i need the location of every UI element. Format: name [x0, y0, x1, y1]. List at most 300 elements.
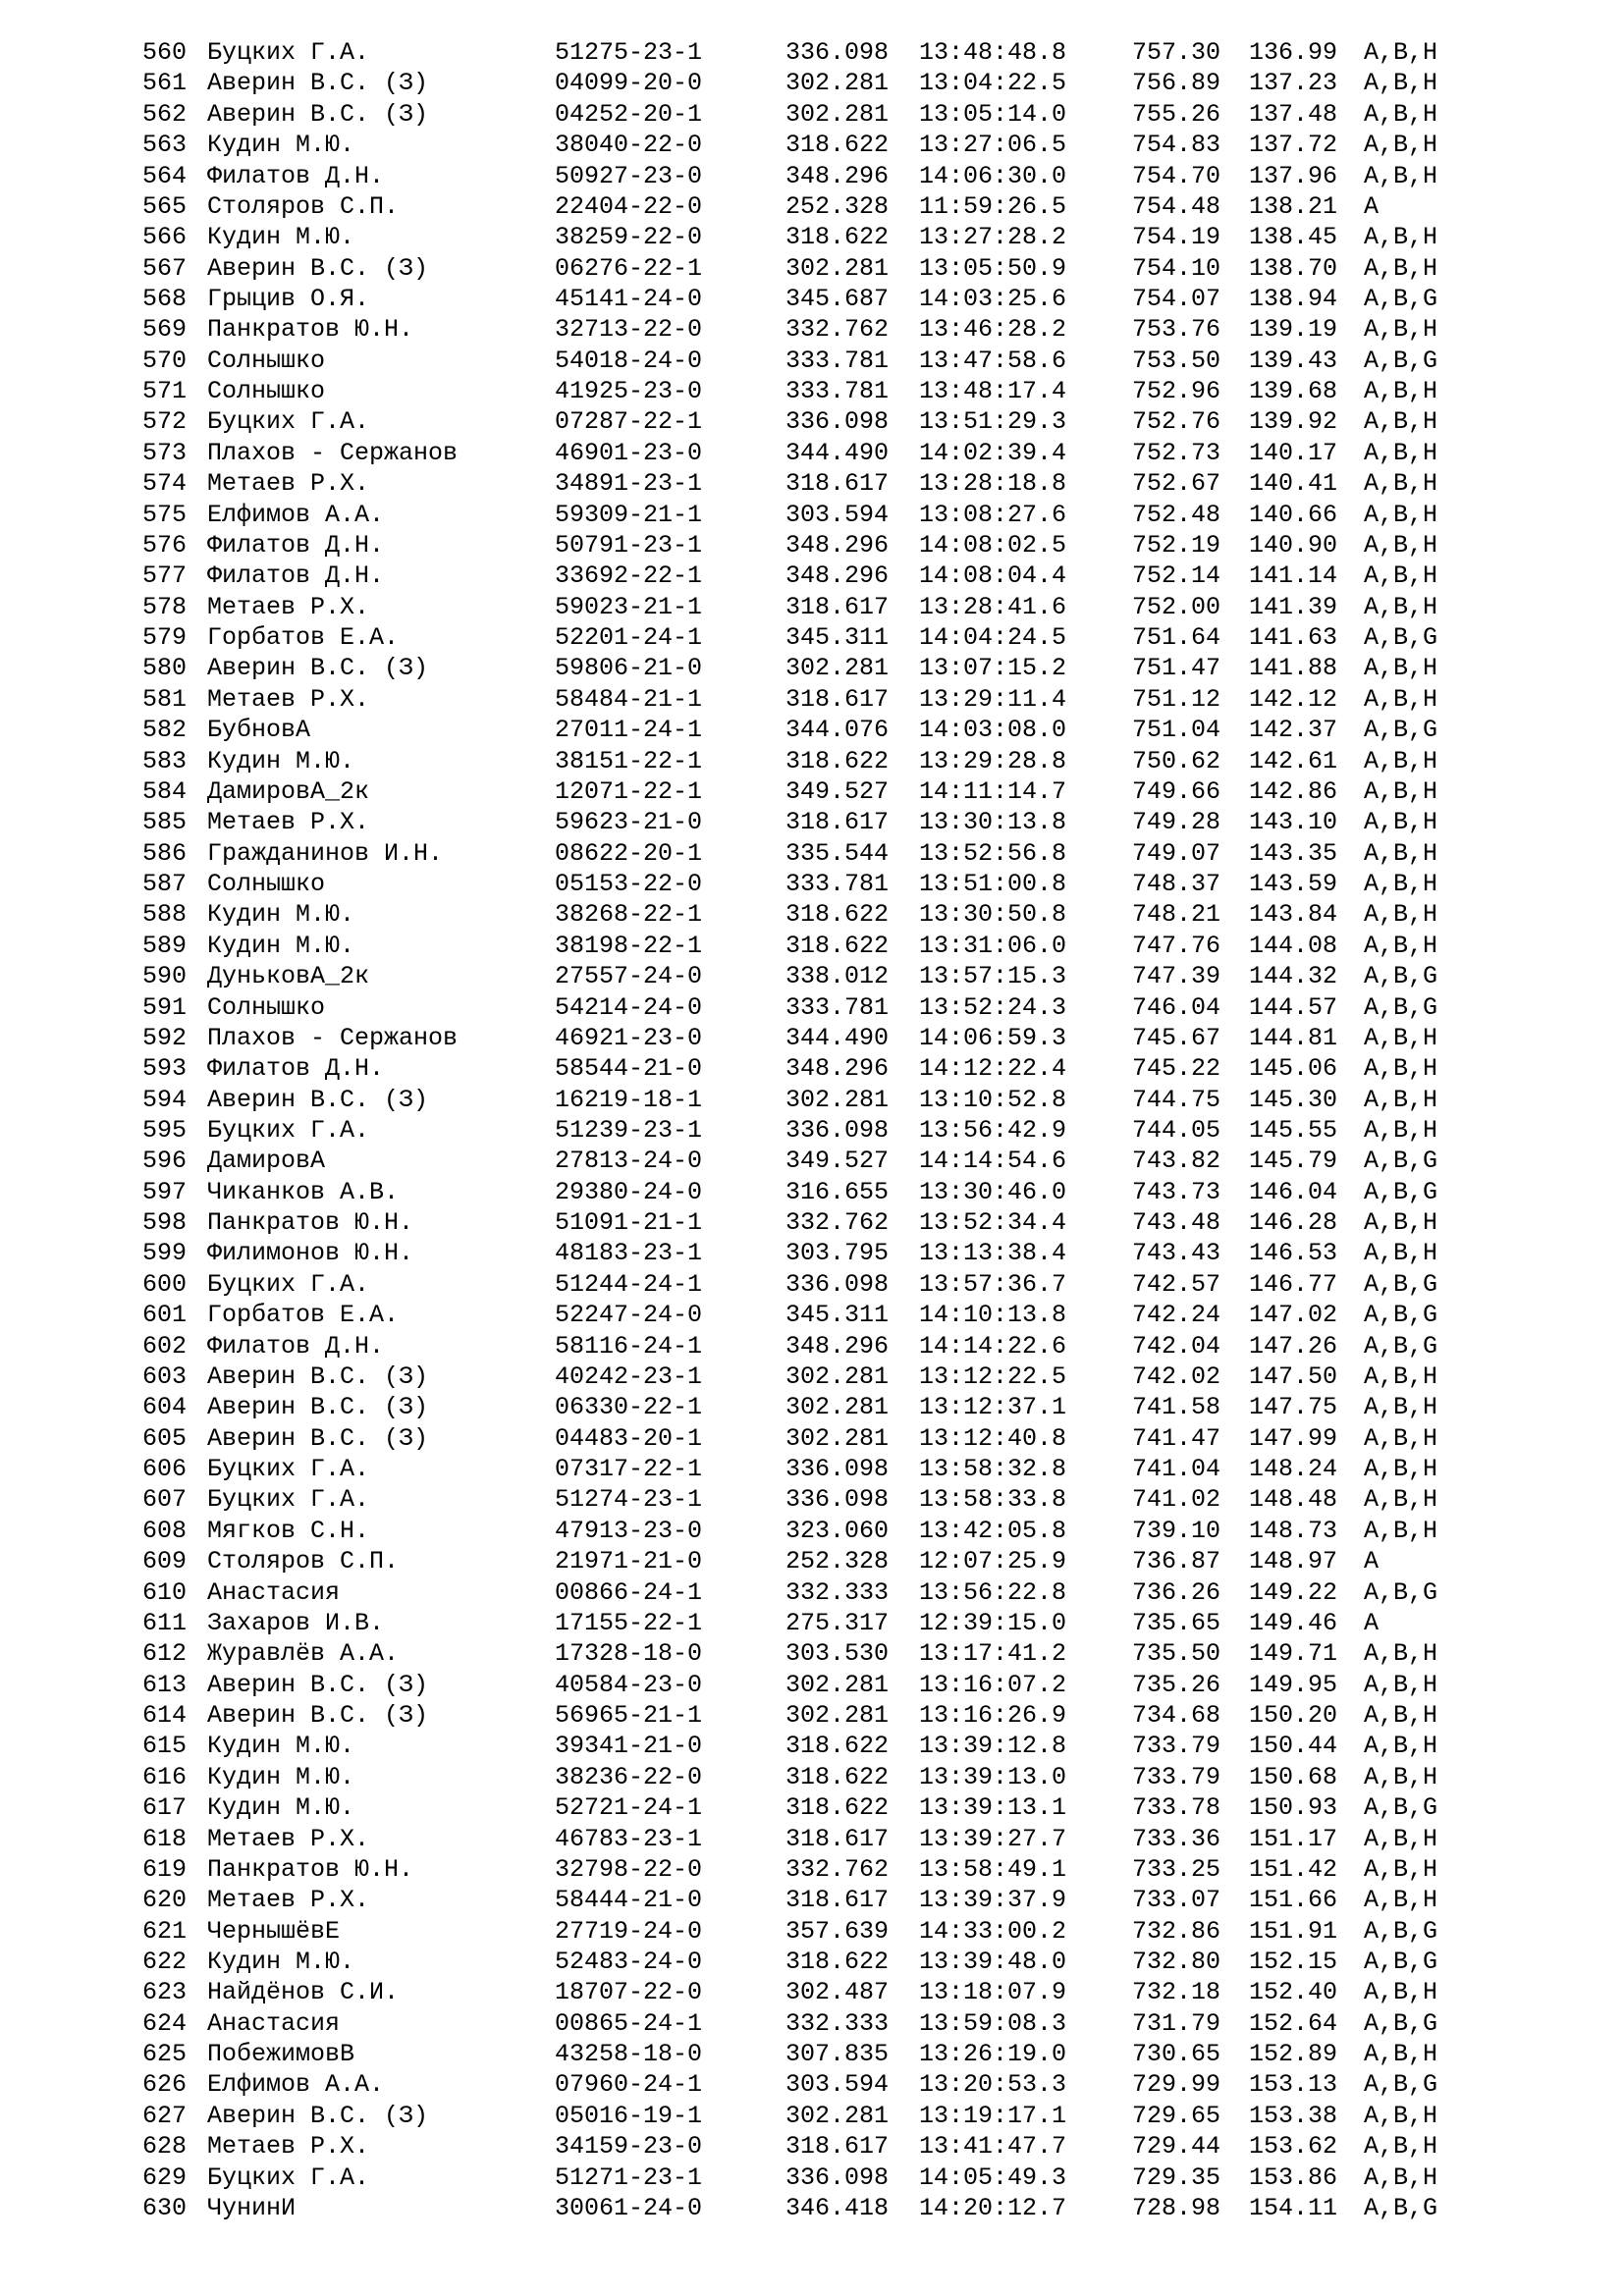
participant-name: Филатов Д.Н. — [207, 1331, 385, 1361]
participant-name: Солнышко — [207, 377, 326, 406]
participant-name: Метаев Р.Х. — [207, 808, 370, 837]
category-flags: A,B,G — [1364, 623, 1438, 652]
distance-km: 302.281 — [785, 69, 890, 98]
participant-name: Анастасия — [207, 2008, 341, 2038]
distance-km: 338.012 — [785, 962, 890, 991]
place-number: 574 — [142, 469, 188, 499]
distance-km: 302.281 — [785, 1701, 890, 1730]
distance-km: 332.762 — [785, 1208, 890, 1238]
distance-km: 303.594 — [785, 2070, 890, 2100]
participant-name: Аверин В.С. (З) — [207, 1423, 429, 1453]
points-value: 153.38 — [1249, 2101, 1338, 2130]
points-value: 153.86 — [1249, 2163, 1338, 2192]
ring-number: 06276-22-1 — [555, 253, 703, 283]
speed-value: 735.50 — [1132, 1639, 1221, 1669]
points-value: 148.48 — [1249, 1485, 1338, 1515]
participant-name: Филатов Д.Н. — [207, 161, 385, 190]
category-flags: A,B,H — [1364, 1639, 1438, 1669]
points-value: 150.44 — [1249, 1732, 1338, 1761]
ring-number: 17328-18-0 — [555, 1639, 703, 1669]
speed-value: 733.78 — [1132, 1793, 1221, 1823]
participant-name: Буцких Г.А. — [207, 38, 370, 67]
arrival-time: 13:39:13.0 — [919, 1762, 1067, 1791]
speed-value: 751.47 — [1132, 654, 1221, 683]
participant-name: Метаев Р.Х. — [207, 592, 370, 621]
ring-number: 38151-22-1 — [555, 746, 703, 775]
ring-number: 05016-19-1 — [555, 2101, 703, 2130]
speed-value: 747.39 — [1132, 962, 1221, 991]
category-flags: A,B,H — [1364, 1023, 1438, 1052]
place-number: 591 — [142, 992, 188, 1022]
participant-name: Столяров С.П. — [207, 1547, 400, 1576]
ring-number: 46901-23-0 — [555, 438, 703, 467]
speed-value: 743.73 — [1132, 1177, 1221, 1206]
place-number: 604 — [142, 1393, 188, 1422]
distance-km: 318.622 — [785, 1793, 890, 1823]
points-value: 144.08 — [1249, 931, 1338, 960]
arrival-time: 13:52:24.3 — [919, 992, 1067, 1022]
arrival-time: 13:05:50.9 — [919, 253, 1067, 283]
arrival-time: 13:27:28.2 — [919, 223, 1067, 252]
arrival-time: 11:59:26.5 — [919, 191, 1067, 221]
speed-value: 752.14 — [1132, 561, 1221, 591]
points-value: 150.93 — [1249, 1793, 1338, 1823]
category-flags: A,B,G — [1364, 1793, 1438, 1823]
place-number: 627 — [142, 2101, 188, 2130]
points-value: 139.92 — [1249, 407, 1338, 437]
speed-value: 730.65 — [1132, 2040, 1221, 2069]
place-number: 566 — [142, 223, 188, 252]
arrival-time: 13:28:18.8 — [919, 469, 1067, 499]
category-flags: A,B,H — [1364, 1054, 1438, 1084]
points-value: 146.77 — [1249, 1269, 1338, 1299]
place-number: 600 — [142, 1269, 188, 1299]
distance-km: 348.296 — [785, 561, 890, 591]
arrival-time: 12:07:25.9 — [919, 1547, 1067, 1576]
points-value: 153.13 — [1249, 2070, 1338, 2100]
participant-name: Буцких Г.А. — [207, 2163, 370, 2192]
category-flags: A,B,G — [1364, 1916, 1438, 1946]
place-number: 580 — [142, 654, 188, 683]
ring-number: 58484-21-1 — [555, 684, 703, 714]
speed-value: 754.10 — [1132, 253, 1221, 283]
distance-km: 349.527 — [785, 1147, 890, 1176]
distance-km: 318.617 — [785, 592, 890, 621]
points-value: 144.57 — [1249, 992, 1338, 1022]
arrival-time: 14:08:02.5 — [919, 530, 1067, 560]
points-value: 142.12 — [1249, 684, 1338, 714]
participant-name: Елфимов А.А. — [207, 2070, 385, 2100]
speed-value: 752.00 — [1132, 592, 1221, 621]
points-value: 142.86 — [1249, 776, 1338, 806]
participant-name: Столяров С.П. — [207, 191, 400, 221]
place-number: 599 — [142, 1239, 188, 1268]
place-number: 615 — [142, 1732, 188, 1761]
participant-name: ЧернышёвЕ — [207, 1916, 341, 1946]
ring-number: 54214-24-0 — [555, 992, 703, 1022]
distance-km: 336.098 — [785, 1485, 890, 1515]
place-number: 588 — [142, 900, 188, 930]
category-flags: A,B,H — [1364, 315, 1438, 345]
arrival-time: 14:02:39.4 — [919, 438, 1067, 467]
arrival-time: 13:12:22.5 — [919, 1362, 1067, 1391]
points-value: 148.24 — [1249, 1455, 1338, 1483]
participant-name: Кудин М.Ю. — [207, 746, 355, 775]
arrival-time: 13:18:07.9 — [919, 1978, 1067, 2007]
ring-number: 22404-22-0 — [555, 191, 703, 221]
speed-value: 735.26 — [1132, 1670, 1221, 1699]
category-flags: A,B,H — [1364, 1116, 1438, 1145]
distance-km: 346.418 — [785, 2193, 890, 2222]
place-number: 595 — [142, 1116, 188, 1145]
category-flags: A,B,H — [1364, 1854, 1438, 1884]
ring-number: 59023-21-1 — [555, 592, 703, 621]
speed-value: 753.76 — [1132, 315, 1221, 345]
ring-number: 12071-22-1 — [555, 776, 703, 806]
participant-name: Мягков С.Н. — [207, 1516, 370, 1545]
arrival-time: 12:39:15.0 — [919, 1608, 1067, 1637]
points-value: 139.43 — [1249, 346, 1338, 375]
participant-name: Кудин М.Ю. — [207, 1793, 355, 1823]
distance-km: 302.281 — [785, 654, 890, 683]
arrival-time: 13:31:06.0 — [919, 931, 1067, 960]
arrival-time: 13:58:49.1 — [919, 1854, 1067, 1884]
points-value: 143.84 — [1249, 900, 1338, 930]
category-flags: A,B,H — [1364, 684, 1438, 714]
category-flags: A,B,H — [1364, 2163, 1438, 2192]
ring-number: 07317-22-1 — [555, 1455, 703, 1483]
points-value: 137.72 — [1249, 131, 1338, 160]
category-flags: A,B,G — [1364, 1147, 1438, 1176]
place-number: 582 — [142, 716, 188, 745]
points-value: 142.61 — [1249, 746, 1338, 775]
points-value: 140.41 — [1249, 469, 1338, 499]
participant-name: Панкратов Ю.Н. — [207, 315, 414, 345]
ring-number: 52483-24-0 — [555, 1947, 703, 1976]
place-number: 617 — [142, 1793, 188, 1823]
arrival-time: 14:03:25.6 — [919, 285, 1067, 313]
category-flags: A,B,H — [1364, 746, 1438, 775]
points-value: 138.70 — [1249, 253, 1338, 283]
distance-km: 333.781 — [785, 992, 890, 1022]
ring-number: 21971-21-0 — [555, 1547, 703, 1576]
place-number: 630 — [142, 2193, 188, 2222]
points-value: 140.90 — [1249, 530, 1338, 560]
category-flags: A,B,H — [1364, 1455, 1438, 1483]
category-flags: A — [1364, 191, 1380, 221]
category-flags: A,B,H — [1364, 808, 1438, 837]
ring-number: 18707-22-0 — [555, 1978, 703, 2007]
speed-value: 753.50 — [1132, 346, 1221, 375]
speed-value: 751.12 — [1132, 684, 1221, 714]
distance-km: 336.098 — [785, 1269, 890, 1299]
speed-value: 745.22 — [1132, 1054, 1221, 1084]
distance-km: 336.098 — [785, 2163, 890, 2192]
place-number: 587 — [142, 870, 188, 898]
place-number: 562 — [142, 99, 188, 129]
speed-value: 756.89 — [1132, 69, 1221, 98]
ring-number: 00865-24-1 — [555, 2008, 703, 2038]
arrival-time: 13:58:33.8 — [919, 1485, 1067, 1515]
participant-name: Аверин В.С. (З) — [207, 1085, 429, 1114]
ring-number: 50791-23-1 — [555, 530, 703, 560]
points-value: 147.75 — [1249, 1393, 1338, 1422]
category-flags: A,B,H — [1364, 2132, 1438, 2162]
ring-number: 52247-24-0 — [555, 1301, 703, 1330]
points-value: 141.14 — [1249, 561, 1338, 591]
speed-value: 741.58 — [1132, 1393, 1221, 1422]
points-value: 145.30 — [1249, 1085, 1338, 1114]
distance-km: 318.622 — [785, 1732, 890, 1761]
place-number: 624 — [142, 2008, 188, 2038]
category-flags: A — [1364, 1608, 1380, 1637]
ring-number: 34891-23-1 — [555, 469, 703, 499]
participant-name: Аверин В.С. (З) — [207, 1362, 429, 1391]
place-number: 568 — [142, 285, 188, 313]
participant-name: Буцких Г.А. — [207, 1485, 370, 1515]
place-number: 597 — [142, 1177, 188, 1206]
participant-name: Солнышко — [207, 870, 326, 898]
category-flags: A,B,H — [1364, 1886, 1438, 1915]
ring-number: 04483-20-1 — [555, 1423, 703, 1453]
category-flags: A — [1364, 1547, 1380, 1576]
category-flags: A,B,G — [1364, 716, 1438, 745]
ring-number: 52201-24-1 — [555, 623, 703, 652]
ring-number: 58116-24-1 — [555, 1331, 703, 1361]
category-flags: A,B,H — [1364, 1701, 1438, 1730]
participant-name: Елфимов А.А. — [207, 500, 385, 529]
place-number: 611 — [142, 1608, 188, 1637]
category-flags: A,B,H — [1364, 900, 1438, 930]
points-value: 151.66 — [1249, 1886, 1338, 1915]
participant-name: Метаев Р.Х. — [207, 469, 370, 499]
distance-km: 345.687 — [785, 285, 890, 313]
place-number: 612 — [142, 1639, 188, 1669]
arrival-time: 13:08:27.6 — [919, 500, 1067, 529]
distance-km: 348.296 — [785, 1331, 890, 1361]
arrival-time: 13:41:47.7 — [919, 2132, 1067, 2162]
ring-number: 16219-18-1 — [555, 1085, 703, 1114]
arrival-time: 14:04:24.5 — [919, 623, 1067, 652]
distance-km: 333.781 — [785, 346, 890, 375]
arrival-time: 13:46:28.2 — [919, 315, 1067, 345]
category-flags: A,B,H — [1364, 654, 1438, 683]
points-value: 152.64 — [1249, 2008, 1338, 2038]
ring-number: 27813-24-0 — [555, 1147, 703, 1176]
participant-name: Буцких Г.А. — [207, 407, 370, 437]
distance-km: 348.296 — [785, 161, 890, 190]
ring-number: 50927-23-0 — [555, 161, 703, 190]
distance-km: 316.655 — [785, 1177, 890, 1206]
points-value: 141.39 — [1249, 592, 1338, 621]
arrival-time: 13:29:28.8 — [919, 746, 1067, 775]
points-value: 136.99 — [1249, 38, 1338, 67]
category-flags: A,B,H — [1364, 1085, 1438, 1114]
place-number: 601 — [142, 1301, 188, 1330]
ring-number: 05153-22-0 — [555, 870, 703, 898]
points-value: 138.94 — [1249, 285, 1338, 313]
distance-km: 336.098 — [785, 38, 890, 67]
speed-value: 741.04 — [1132, 1455, 1221, 1483]
place-number: 623 — [142, 1978, 188, 2007]
participant-name: Плахов - Сержанов — [207, 438, 459, 467]
arrival-time: 13:10:52.8 — [919, 1085, 1067, 1114]
category-flags: A,B,H — [1364, 1762, 1438, 1791]
category-flags: A,B,H — [1364, 131, 1438, 160]
place-number: 560 — [142, 38, 188, 67]
distance-km: 302.281 — [785, 1085, 890, 1114]
speed-value: 742.04 — [1132, 1331, 1221, 1361]
distance-km: 318.622 — [785, 1762, 890, 1791]
points-value: 146.04 — [1249, 1177, 1338, 1206]
arrival-time: 14:14:54.6 — [919, 1147, 1067, 1176]
points-value: 144.32 — [1249, 962, 1338, 991]
place-number: 610 — [142, 1577, 188, 1607]
points-value: 144.81 — [1249, 1023, 1338, 1052]
participant-name: Аверин В.С. (З) — [207, 1670, 429, 1699]
speed-value: 757.30 — [1132, 38, 1221, 67]
points-value: 142.37 — [1249, 716, 1338, 745]
category-flags: A,B,H — [1364, 69, 1438, 98]
place-number: 628 — [142, 2132, 188, 2162]
ring-number: 08622-20-1 — [555, 838, 703, 868]
category-flags: A,B,H — [1364, 99, 1438, 129]
arrival-time: 13:04:22.5 — [919, 69, 1067, 98]
points-value: 152.15 — [1249, 1947, 1338, 1976]
speed-value: 729.65 — [1132, 2101, 1221, 2130]
ring-number: 47913-23-0 — [555, 1516, 703, 1545]
distance-km: 302.281 — [785, 99, 890, 129]
distance-km: 302.281 — [785, 1393, 890, 1422]
speed-value: 754.83 — [1132, 131, 1221, 160]
category-flags: A,B,G — [1364, 285, 1438, 313]
participant-name: Аверин В.С. (З) — [207, 69, 429, 98]
participant-name: Горбатов Е.А. — [207, 1301, 400, 1330]
speed-value: 733.79 — [1132, 1732, 1221, 1761]
points-value: 138.45 — [1249, 223, 1338, 252]
distance-km: 333.781 — [785, 377, 890, 406]
ring-number: 45141-24-0 — [555, 285, 703, 313]
distance-km: 302.281 — [785, 2101, 890, 2130]
speed-value: 744.05 — [1132, 1116, 1221, 1145]
category-flags: A,B,H — [1364, 931, 1438, 960]
arrival-time: 14:12:22.4 — [919, 1054, 1067, 1084]
category-flags: A,B,H — [1364, 1516, 1438, 1545]
ring-number: 40242-23-1 — [555, 1362, 703, 1391]
ring-number: 27557-24-0 — [555, 962, 703, 991]
ring-number: 54018-24-0 — [555, 346, 703, 375]
participant-name: Кудин М.Ю. — [207, 1947, 355, 1976]
distance-km: 318.622 — [785, 1947, 890, 1976]
category-flags: A,B,G — [1364, 1301, 1438, 1330]
place-number: 621 — [142, 1916, 188, 1946]
speed-value: 743.82 — [1132, 1147, 1221, 1176]
place-number: 605 — [142, 1423, 188, 1453]
ring-number: 51271-23-1 — [555, 2163, 703, 2192]
ring-number: 07287-22-1 — [555, 407, 703, 437]
ring-number: 00866-24-1 — [555, 1577, 703, 1607]
category-flags: A,B,G — [1364, 2070, 1438, 2100]
place-number: 561 — [142, 69, 188, 98]
speed-value: 751.64 — [1132, 623, 1221, 652]
arrival-time: 13:30:46.0 — [919, 1177, 1067, 1206]
ring-number: 41925-23-0 — [555, 377, 703, 406]
arrival-time: 13:39:48.0 — [919, 1947, 1067, 1976]
speed-value: 742.57 — [1132, 1269, 1221, 1299]
category-flags: A,B,G — [1364, 1177, 1438, 1206]
participant-name: Филимонов Ю.Н. — [207, 1239, 414, 1268]
arrival-time: 13:59:08.3 — [919, 2008, 1067, 2038]
category-flags: A,B,H — [1364, 223, 1438, 252]
arrival-time: 14:06:59.3 — [919, 1023, 1067, 1052]
participant-name: ДамировА — [207, 1147, 326, 1176]
speed-value: 733.07 — [1132, 1886, 1221, 1915]
arrival-time: 14:08:04.4 — [919, 561, 1067, 591]
participant-name: Грыцив О.Я. — [207, 285, 370, 313]
category-flags: A,B,H — [1364, 1732, 1438, 1761]
speed-value: 749.07 — [1132, 838, 1221, 868]
distance-km: 302.487 — [785, 1978, 890, 2007]
category-flags: A,B,H — [1364, 1485, 1438, 1515]
category-flags: A,B,H — [1364, 592, 1438, 621]
speed-value: 732.80 — [1132, 1947, 1221, 1976]
arrival-time: 14:10:13.8 — [919, 1301, 1067, 1330]
participant-name: Филатов Д.Н. — [207, 530, 385, 560]
place-number: 603 — [142, 1362, 188, 1391]
participant-name: Метаев Р.Х. — [207, 2132, 370, 2162]
place-number: 619 — [142, 1854, 188, 1884]
place-number: 613 — [142, 1670, 188, 1699]
speed-value: 732.86 — [1132, 1916, 1221, 1946]
arrival-time: 13:05:14.0 — [919, 99, 1067, 129]
ring-number: 51244-24-1 — [555, 1269, 703, 1299]
distance-km: 318.617 — [785, 1886, 890, 1915]
arrival-time: 14:11:14.7 — [919, 776, 1067, 806]
participant-name: Буцких Г.А. — [207, 1116, 370, 1145]
category-flags: A,B,H — [1364, 38, 1438, 67]
speed-value: 734.68 — [1132, 1701, 1221, 1730]
speed-value: 752.48 — [1132, 500, 1221, 529]
participant-name: Кудин М.Ю. — [207, 223, 355, 252]
place-number: 573 — [142, 438, 188, 467]
participant-name: Аверин В.С. (З) — [207, 1393, 429, 1422]
place-number: 596 — [142, 1147, 188, 1176]
distance-km: 303.530 — [785, 1639, 890, 1669]
points-value: 145.55 — [1249, 1116, 1338, 1145]
arrival-time: 13:26:19.0 — [919, 2040, 1067, 2069]
ring-number: 27011-24-1 — [555, 716, 703, 745]
ring-number: 33692-22-1 — [555, 561, 703, 591]
ring-number: 17155-22-1 — [555, 1608, 703, 1637]
distance-km: 336.098 — [785, 1116, 890, 1145]
participant-name: Солнышко — [207, 346, 326, 375]
ring-number: 07960-24-1 — [555, 2070, 703, 2100]
arrival-time: 13:56:22.8 — [919, 1577, 1067, 1607]
speed-value: 748.37 — [1132, 870, 1221, 898]
distance-km: 332.762 — [785, 1854, 890, 1884]
speed-value: 754.48 — [1132, 191, 1221, 221]
ring-number: 40584-23-0 — [555, 1670, 703, 1699]
points-value: 137.48 — [1249, 99, 1338, 129]
arrival-time: 13:19:17.1 — [919, 2101, 1067, 2130]
distance-km: 275.317 — [785, 1608, 890, 1637]
points-value: 151.17 — [1249, 1824, 1338, 1853]
category-flags: A,B,H — [1364, 1978, 1438, 2007]
speed-value: 728.98 — [1132, 2193, 1221, 2222]
speed-value: 732.18 — [1132, 1978, 1221, 2007]
speed-value: 736.87 — [1132, 1547, 1221, 1576]
place-number: 614 — [142, 1701, 188, 1730]
